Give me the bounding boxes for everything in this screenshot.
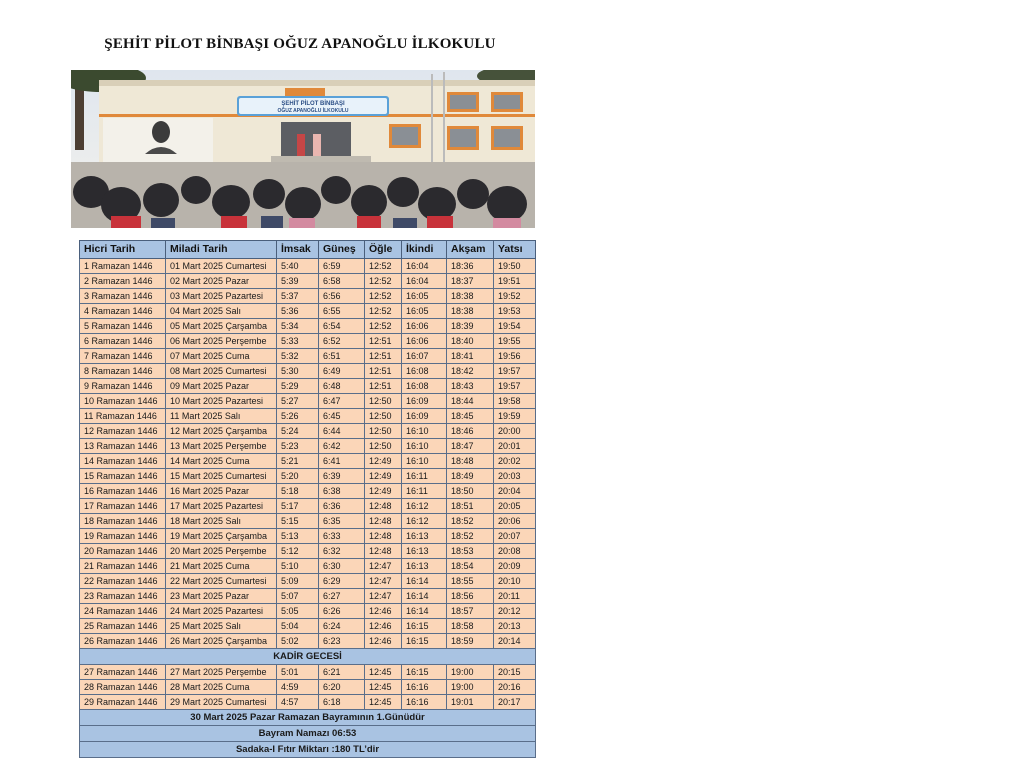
table-cell: 05 Mart 2025 Çarşamba (166, 319, 277, 334)
table-cell: 01 Mart 2025 Cumartesi (166, 259, 277, 274)
table-cell: 6:35 (319, 514, 365, 529)
table-cell: 16:04 (402, 259, 447, 274)
table-cell: 12:49 (365, 484, 402, 499)
table-cell: 1 Ramazan 1446 (80, 259, 166, 274)
table-cell: 18:38 (447, 304, 494, 319)
table-cell: 9 Ramazan 1446 (80, 379, 166, 394)
table-row (80, 680, 536, 695)
table-cell: 18:49 (447, 469, 494, 484)
col-hicri-tarih: Hicri Tarih (80, 241, 166, 259)
table-cell: 16:10 (402, 454, 447, 469)
table-cell: 20:10 (494, 574, 536, 589)
table-cell: 23 Mart 2025 Pazar (166, 589, 277, 604)
table-cell: 11 Ramazan 1446 (80, 409, 166, 424)
table-cell: 5:04 (277, 619, 319, 634)
table-cell: 12:48 (365, 529, 402, 544)
table-cell: 19:53 (494, 304, 536, 319)
table-row (80, 334, 536, 349)
table-cell: 21 Mart 2025 Cuma (166, 559, 277, 574)
table-cell: 5:10 (277, 559, 319, 574)
table-cell: 19:56 (494, 349, 536, 364)
table-cell: 12:46 (365, 634, 402, 649)
table-cell: 6:55 (319, 304, 365, 319)
table-cell: 16:08 (402, 379, 447, 394)
table-cell: 2 Ramazan 1446 (80, 274, 166, 289)
table-row (80, 529, 536, 544)
table-cell: 5:18 (277, 484, 319, 499)
table-cell: 17 Ramazan 1446 (80, 499, 166, 514)
table-cell: 16:10 (402, 439, 447, 454)
table-cell: 16:15 (402, 619, 447, 634)
table-cell: 12:46 (365, 619, 402, 634)
table-cell: 6:49 (319, 364, 365, 379)
table-cell: 18:37 (447, 274, 494, 289)
table-cell: 5:34 (277, 319, 319, 334)
footer-row (80, 726, 536, 742)
table-cell: 16 Ramazan 1446 (80, 484, 166, 499)
table-cell: 6:26 (319, 604, 365, 619)
table-cell: 06 Mart 2025 Perşembe (166, 334, 277, 349)
bayram-prayer-time: Bayram Namazı 06:53 (80, 726, 536, 742)
table-cell: 6:42 (319, 439, 365, 454)
table-cell: 16:11 (402, 484, 447, 499)
table-cell: 18:41 (447, 349, 494, 364)
table-cell: 25 Ramazan 1446 (80, 619, 166, 634)
table-cell: 16:11 (402, 469, 447, 484)
table-cell: 8 Ramazan 1446 (80, 364, 166, 379)
table-cell: 11 Mart 2025 Salı (166, 409, 277, 424)
table-row (80, 379, 536, 394)
table-cell: 19:54 (494, 319, 536, 334)
table-cell: 6:32 (319, 544, 365, 559)
table-cell: 5:32 (277, 349, 319, 364)
col-gunes: Güneş (319, 241, 365, 259)
table-row (80, 394, 536, 409)
table-row (80, 574, 536, 589)
table-cell: 18:51 (447, 499, 494, 514)
table-cell: 16 Mart 2025 Pazar (166, 484, 277, 499)
table-cell: 18:46 (447, 424, 494, 439)
table-cell: 20:04 (494, 484, 536, 499)
table-cell: 20 Mart 2025 Perşembe (166, 544, 277, 559)
table-cell: 27 Mart 2025 Perşembe (166, 665, 277, 680)
table-cell: 20:00 (494, 424, 536, 439)
table-cell: 12:50 (365, 409, 402, 424)
table-cell: 7 Ramazan 1446 (80, 349, 166, 364)
table-cell: 6:38 (319, 484, 365, 499)
table-cell: 6:33 (319, 529, 365, 544)
table-cell: 16:05 (402, 289, 447, 304)
table-cell: 26 Mart 2025 Çarşamba (166, 634, 277, 649)
table-cell: 19 Mart 2025 Çarşamba (166, 529, 277, 544)
table-row (80, 274, 536, 289)
table-cell: 22 Mart 2025 Cumartesi (166, 574, 277, 589)
table-cell: 4 Ramazan 1446 (80, 304, 166, 319)
table-cell: 6:23 (319, 634, 365, 649)
table-cell: 6:48 (319, 379, 365, 394)
table-cell: 6:52 (319, 334, 365, 349)
footer-row (80, 710, 536, 726)
table-header-row (80, 241, 536, 259)
fitre-amount: Sadaka-I Fıtır Miktarı :180 TL’dir (80, 742, 536, 758)
table-cell: 20:02 (494, 454, 536, 469)
table-cell: 16:13 (402, 559, 447, 574)
table-cell: 18:56 (447, 589, 494, 604)
table-cell: 5:40 (277, 259, 319, 274)
table-cell: 16:12 (402, 514, 447, 529)
table-cell: 24 Mart 2025 Pazartesi (166, 604, 277, 619)
table-row (80, 499, 536, 514)
table-cell: 13 Mart 2025 Perşembe (166, 439, 277, 454)
table-cell: 18:52 (447, 514, 494, 529)
table-cell: 5:05 (277, 604, 319, 619)
table-cell: 12:45 (365, 680, 402, 695)
table-cell: 19:50 (494, 259, 536, 274)
table-cell: 18:58 (447, 619, 494, 634)
table-cell: 19:59 (494, 409, 536, 424)
table-cell: 21 Ramazan 1446 (80, 559, 166, 574)
table-cell: 5:15 (277, 514, 319, 529)
table-row (80, 469, 536, 484)
table-cell: 20:07 (494, 529, 536, 544)
ramadan-schedule-table (79, 240, 536, 758)
col-ogle: Öğle (365, 241, 402, 259)
table-row (80, 424, 536, 439)
school-photo-illustration (71, 70, 535, 228)
table-row (80, 634, 536, 649)
table-cell: 18:45 (447, 409, 494, 424)
table-cell: 16:14 (402, 589, 447, 604)
table-cell: 12:52 (365, 289, 402, 304)
bayram-note: 30 Mart 2025 Pazar Ramazan Bayramının 1.Günüdür (80, 710, 536, 726)
table-cell: 22 Ramazan 1446 (80, 574, 166, 589)
table-cell: 20:17 (494, 695, 536, 710)
table-cell: 12:52 (365, 274, 402, 289)
table-cell: 5:24 (277, 424, 319, 439)
table-cell: 20:12 (494, 604, 536, 619)
table-cell: 20:11 (494, 589, 536, 604)
table-cell: 16:07 (402, 349, 447, 364)
table-row (80, 304, 536, 319)
table-cell: 16:08 (402, 364, 447, 379)
table-cell: 09 Mart 2025 Pazar (166, 379, 277, 394)
table-cell: 23 Ramazan 1446 (80, 589, 166, 604)
table-cell: 12 Mart 2025 Çarşamba (166, 424, 277, 439)
table-cell: 20:03 (494, 469, 536, 484)
table-row (80, 349, 536, 364)
table-cell: 12:51 (365, 349, 402, 364)
table-cell: 18:36 (447, 259, 494, 274)
col-imsak: İmsak (277, 241, 319, 259)
table-cell: 12:48 (365, 499, 402, 514)
table-cell: 26 Ramazan 1446 (80, 634, 166, 649)
table-cell: 18 Ramazan 1446 (80, 514, 166, 529)
table-cell: 6:45 (319, 409, 365, 424)
table-row (80, 454, 536, 469)
table-cell: 16:04 (402, 274, 447, 289)
table-cell: 19 Ramazan 1446 (80, 529, 166, 544)
table-cell: 19:00 (447, 680, 494, 695)
table-cell: 24 Ramazan 1446 (80, 604, 166, 619)
table-row (80, 439, 536, 454)
table-cell: 12:52 (365, 304, 402, 319)
table-cell: 13 Ramazan 1446 (80, 439, 166, 454)
sign-line-1: ŞEHİT PİLOT BİNBAŞI (281, 101, 345, 107)
table-cell: 28 Mart 2025 Cuma (166, 680, 277, 695)
table-cell: 10 Ramazan 1446 (80, 394, 166, 409)
table-row (80, 319, 536, 334)
table-cell: 07 Mart 2025 Cuma (166, 349, 277, 364)
table-cell: 20:05 (494, 499, 536, 514)
table-cell: 18:54 (447, 559, 494, 574)
table-cell: 12:49 (365, 469, 402, 484)
table-cell: 02 Mart 2025 Pazar (166, 274, 277, 289)
table-row (80, 665, 536, 680)
table-cell: 16:06 (402, 319, 447, 334)
table-cell: 12:47 (365, 559, 402, 574)
table-cell: 20 Ramazan 1446 (80, 544, 166, 559)
table-cell: 12 Ramazan 1446 (80, 424, 166, 439)
kadir-gecesi-label: KADİR GECESİ (80, 649, 536, 665)
footer-row (80, 742, 536, 758)
table-cell: 6:56 (319, 289, 365, 304)
table-cell: 5:13 (277, 529, 319, 544)
col-aksam: Akşam (447, 241, 494, 259)
table-cell: 12:48 (365, 514, 402, 529)
table-row (80, 544, 536, 559)
table-cell: 12:50 (365, 394, 402, 409)
table-cell: 16:09 (402, 409, 447, 424)
table-cell: 12:52 (365, 259, 402, 274)
table-cell: 20:01 (494, 439, 536, 454)
table-cell: 6:41 (319, 454, 365, 469)
table-cell: 5:36 (277, 304, 319, 319)
table-cell: 17 Mart 2025 Pazartesi (166, 499, 277, 514)
table-cell: 6:47 (319, 394, 365, 409)
table-cell: 6:51 (319, 349, 365, 364)
table-cell: 14 Ramazan 1446 (80, 454, 166, 469)
table-row (80, 604, 536, 619)
table-cell: 20:06 (494, 514, 536, 529)
table-cell: 19:57 (494, 364, 536, 379)
sign-line-2: OĞUZ APANOĞLU İLKOKULU (277, 108, 349, 114)
table-cell: 5:29 (277, 379, 319, 394)
table-cell: 5:23 (277, 439, 319, 454)
table-cell: 16:09 (402, 394, 447, 409)
table-cell: 4:59 (277, 680, 319, 695)
table-cell: 18:48 (447, 454, 494, 469)
table-cell: 6:21 (319, 665, 365, 680)
table-cell: 12:50 (365, 439, 402, 454)
table-row (80, 289, 536, 304)
table-cell: 6 Ramazan 1446 (80, 334, 166, 349)
table-cell: 20:08 (494, 544, 536, 559)
table-cell: 28 Ramazan 1446 (80, 680, 166, 695)
table-cell: 16:14 (402, 574, 447, 589)
table-cell: 18:38 (447, 289, 494, 304)
table-cell: 16:14 (402, 604, 447, 619)
table-cell: 19:51 (494, 274, 536, 289)
table-row (80, 619, 536, 634)
table-cell: 18:53 (447, 544, 494, 559)
table-cell: 16:15 (402, 665, 447, 680)
table-cell: 15 Mart 2025 Cumartesi (166, 469, 277, 484)
table-cell: 12:47 (365, 574, 402, 589)
table-row (80, 364, 536, 379)
table-cell: 16:13 (402, 544, 447, 559)
table-cell: 5:09 (277, 574, 319, 589)
table-cell: 20:15 (494, 665, 536, 680)
table-cell: 5 Ramazan 1446 (80, 319, 166, 334)
table-cell: 16:10 (402, 424, 447, 439)
table-cell: 18:59 (447, 634, 494, 649)
page-title: ŞEHİT PİLOT BİNBAŞI OĞUZ APANOĞLU İLKOKULU (104, 36, 496, 52)
table-cell: 6:30 (319, 559, 365, 574)
table-cell: 25 Mart 2025 Salı (166, 619, 277, 634)
table-cell: 5:37 (277, 289, 319, 304)
table-cell: 16:16 (402, 695, 447, 710)
table-cell: 16:16 (402, 680, 447, 695)
table-cell: 16:12 (402, 499, 447, 514)
table-cell: 6:39 (319, 469, 365, 484)
table-row (80, 695, 536, 710)
table-cell: 16:15 (402, 634, 447, 649)
table-cell: 20:14 (494, 634, 536, 649)
col-miladi-tarih: Miladi Tarih (166, 241, 277, 259)
table-cell: 18:43 (447, 379, 494, 394)
table-cell: 6:27 (319, 589, 365, 604)
table-cell: 12:51 (365, 379, 402, 394)
table-cell: 03 Mart 2025 Pazartesi (166, 289, 277, 304)
table-row (80, 484, 536, 499)
table-cell: 6:24 (319, 619, 365, 634)
table-cell: 12:46 (365, 604, 402, 619)
table-cell: 5:20 (277, 469, 319, 484)
table-cell: 4:57 (277, 695, 319, 710)
table-cell: 18:55 (447, 574, 494, 589)
table-cell: 5:26 (277, 409, 319, 424)
table-cell: 5:12 (277, 544, 319, 559)
table-row (80, 589, 536, 604)
table-cell: 18:42 (447, 364, 494, 379)
table-cell: 18:40 (447, 334, 494, 349)
table-cell: 18:52 (447, 529, 494, 544)
table-cell: 12:49 (365, 454, 402, 469)
school-photo (71, 70, 535, 228)
table-cell: 3 Ramazan 1446 (80, 289, 166, 304)
table-cell: 6:54 (319, 319, 365, 334)
table-cell: 18:50 (447, 484, 494, 499)
table-cell: 20:13 (494, 619, 536, 634)
table-cell: 12:51 (365, 364, 402, 379)
table-cell: 12:52 (365, 319, 402, 334)
table-cell: 16:06 (402, 334, 447, 349)
table-cell: 19:58 (494, 394, 536, 409)
table-cell: 12:48 (365, 544, 402, 559)
table-cell: 04 Mart 2025 Salı (166, 304, 277, 319)
table-cell: 12:45 (365, 665, 402, 680)
table-cell: 29 Mart 2025 Cumartesi (166, 695, 277, 710)
table-cell: 5:21 (277, 454, 319, 469)
table-cell: 19:52 (494, 289, 536, 304)
col-yatsi: Yatsı (494, 241, 536, 259)
table-cell: 18 Mart 2025 Salı (166, 514, 277, 529)
table-cell: 19:57 (494, 379, 536, 394)
table-cell: 6:59 (319, 259, 365, 274)
col-ikindi: İkindi (402, 241, 447, 259)
table-cell: 5:33 (277, 334, 319, 349)
table-cell: 16:13 (402, 529, 447, 544)
table-cell: 20:09 (494, 559, 536, 574)
table-cell: 5:02 (277, 634, 319, 649)
table-cell: 27 Ramazan 1446 (80, 665, 166, 680)
table-cell: 12:50 (365, 424, 402, 439)
table-cell: 6:20 (319, 680, 365, 695)
table-cell: 5:39 (277, 274, 319, 289)
table-cell: 12:45 (365, 695, 402, 710)
table-row (80, 559, 536, 574)
table-cell: 6:36 (319, 499, 365, 514)
table-cell: 16:05 (402, 304, 447, 319)
table-cell: 12:47 (365, 589, 402, 604)
table-cell: 08 Mart 2025 Cumartesi (166, 364, 277, 379)
table-row (80, 259, 536, 274)
table-cell: 5:01 (277, 665, 319, 680)
table-cell: 6:44 (319, 424, 365, 439)
table-cell: 6:58 (319, 274, 365, 289)
table-cell: 5:30 (277, 364, 319, 379)
table-cell: 19:01 (447, 695, 494, 710)
table-cell: 29 Ramazan 1446 (80, 695, 166, 710)
table-cell: 12:51 (365, 334, 402, 349)
table-cell: 6:29 (319, 574, 365, 589)
table-row (80, 409, 536, 424)
table-cell: 5:17 (277, 499, 319, 514)
table-cell: 5:07 (277, 589, 319, 604)
table-cell: 10 Mart 2025 Pazartesi (166, 394, 277, 409)
kadir-gecesi-row (80, 649, 536, 665)
table-cell: 18:47 (447, 439, 494, 454)
table-cell: 15 Ramazan 1446 (80, 469, 166, 484)
table-cell: 19:55 (494, 334, 536, 349)
table-cell: 6:18 (319, 695, 365, 710)
table-cell: 18:39 (447, 319, 494, 334)
table-cell: 5:27 (277, 394, 319, 409)
table-cell: 14 Mart 2025 Cuma (166, 454, 277, 469)
table-cell: 18:44 (447, 394, 494, 409)
table-cell: 18:57 (447, 604, 494, 619)
table-cell: 19:00 (447, 665, 494, 680)
table-cell: 20:16 (494, 680, 536, 695)
table-row (80, 514, 536, 529)
